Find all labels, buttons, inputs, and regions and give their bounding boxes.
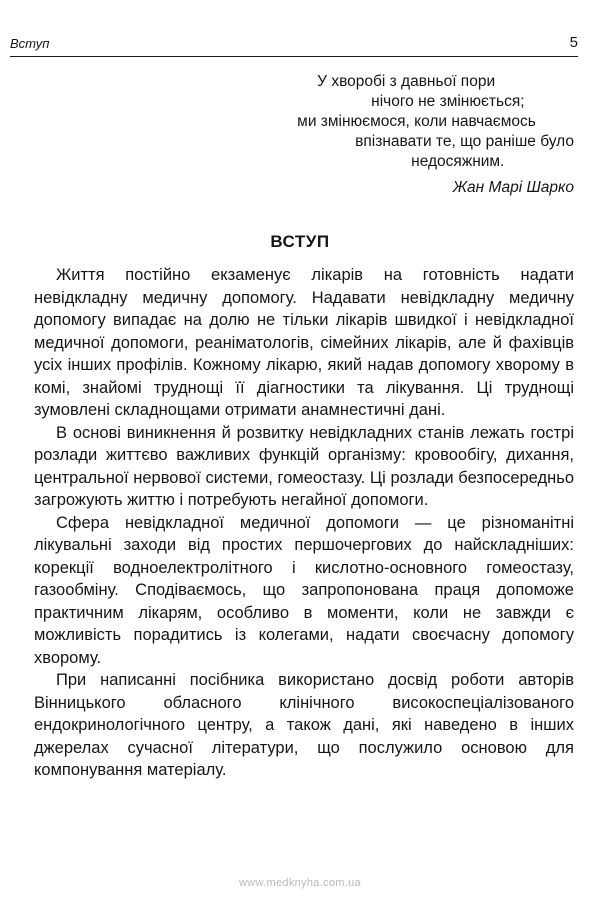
section-title: ВСТУП (270, 232, 330, 251)
paragraph: При написанні посібника використано досвід роботи авторів Вінницького обласного клінічного високоспеціалізованого ендокринологічного центру, а також дані, які наведено в інших джерелах сучасної літератури, що послужило основою для компонування матеріалу. (34, 671, 574, 779)
epigraph (234, 72, 574, 198)
epigraph-line: впізнавати те, що раніше було (355, 133, 574, 150)
epigraph-line: нічого не змінюється; (371, 93, 525, 110)
epigraph-line: У хворобі з давньої пори (317, 73, 496, 90)
epigraph-line: ми змінюємося, коли навчаємось (297, 113, 536, 130)
watermark-url: www.medknyha.com.ua (239, 877, 361, 889)
page-number: 5 (569, 34, 578, 51)
paragraph: Життя постійно екзаменує лікарів на готовність надати невідкладну медичну допомогу. Надавати невідкладну медичну допомогу випадає на долю не тільки лікарів швидкої і невідкладної медичної допомоги, реаніматологів, сімейних лікарів, але й фахівців усіх інших профілів. Кожному лікарю, який надав допомогу хворому в комі, знайомі труднощі її діагностики та лікування. Ці труднощі зумовлені складнощами отримати анамнестичні дані. (34, 266, 574, 419)
running-header (10, 34, 578, 57)
paragraph: Сфера невідкладної медичної допомоги — це різноманітні лікувальні заходи від простих першочергових до найскладніших: корекції водноелектролітного і кислотно-основного гомеостазу, газообміну. Сподіваємось, що запропонована праця допоможе практичним лікарям, особливо в моменти, коли не завжди є можливість порадитись із колегами, надати своєчасну допомогу хворому. (34, 513, 574, 667)
epigraph-author: Жан Марі Шарко (452, 179, 574, 196)
paragraph: В основі виникнення й розвитку невідкладних станів лежать гострі розлади життєво важливих функцій організму: кровообігу, дихання, центральної нервової системи, гомеостазу. Ці розлади безпосередньо загрожують життю і потребують негайної допомоги. (34, 423, 574, 509)
body-text (34, 264, 574, 782)
epigraph-line: недосяжним. (411, 153, 505, 170)
header-title: Вступ (10, 36, 50, 51)
